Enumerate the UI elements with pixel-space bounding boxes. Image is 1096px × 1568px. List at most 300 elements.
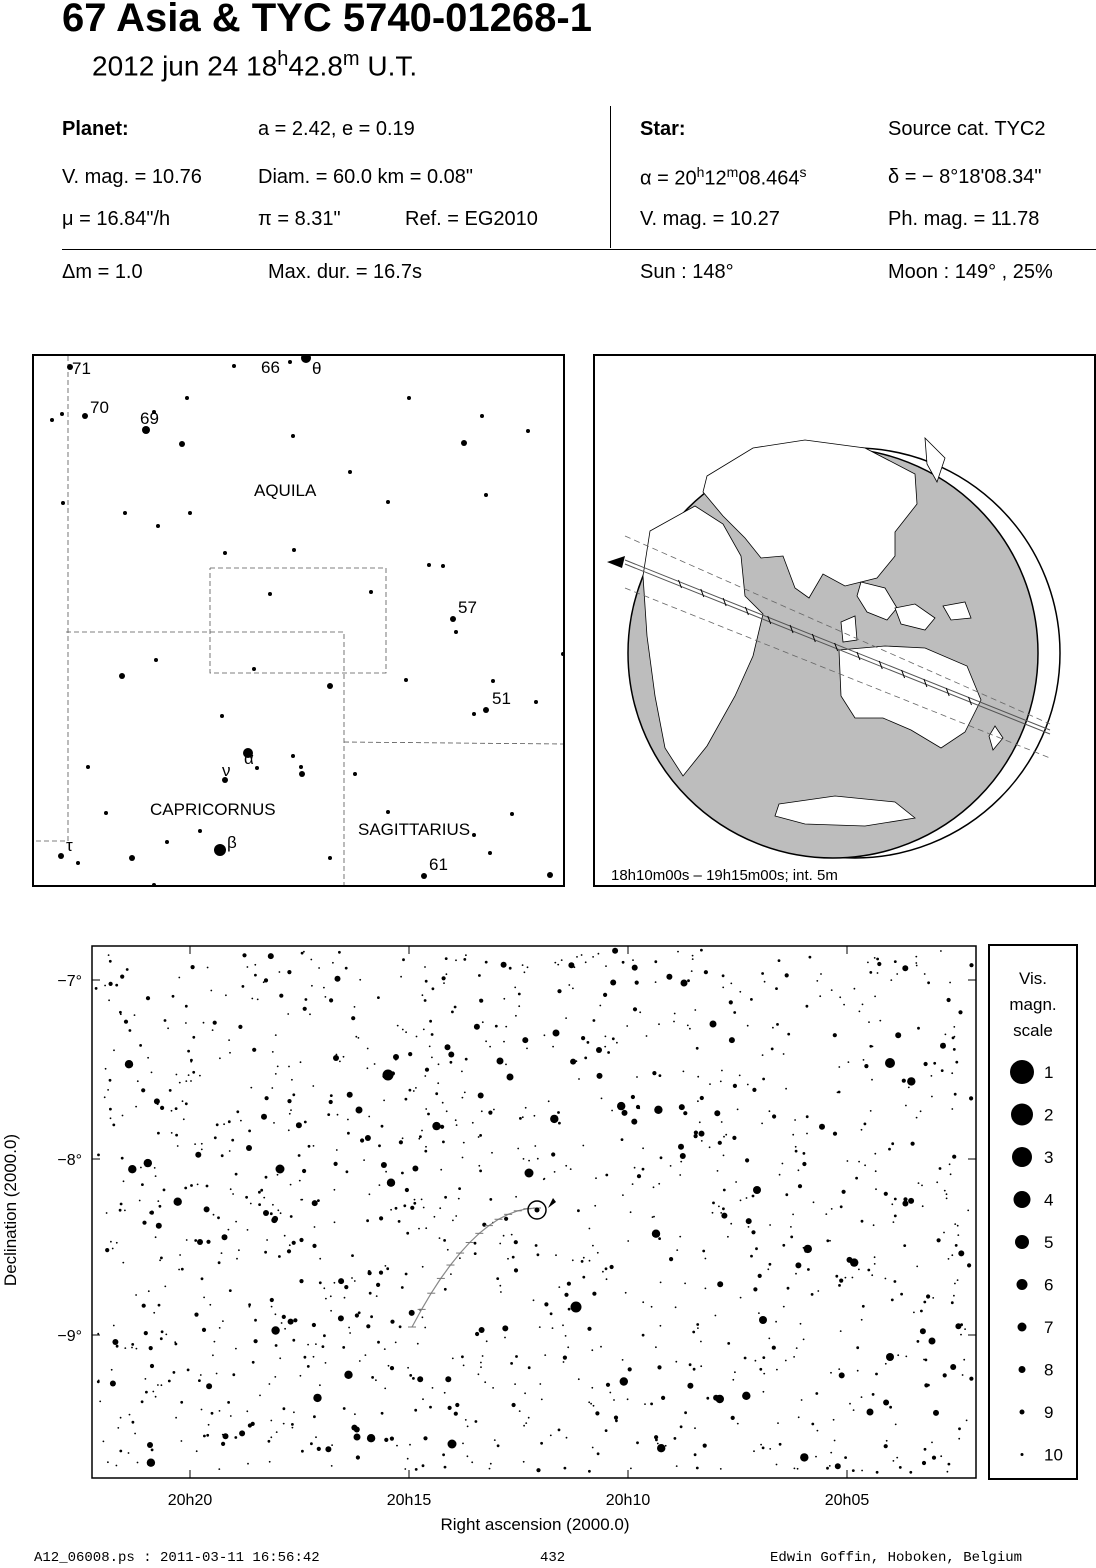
field-star (885, 1278, 887, 1280)
field-star (776, 1369, 778, 1371)
field-star (451, 1011, 454, 1014)
field-star (747, 1084, 749, 1086)
field-star (438, 1063, 440, 1065)
field-star (636, 1441, 639, 1444)
field-star (594, 1205, 596, 1207)
field-star (792, 1214, 794, 1216)
field-star (141, 1400, 144, 1403)
info-separator (62, 249, 1096, 250)
field-star (484, 1381, 486, 1383)
field-star (283, 1407, 286, 1410)
field-star (448, 1406, 452, 1410)
field-star (862, 1004, 864, 1006)
field-star (277, 1209, 279, 1211)
field-star (762, 1078, 765, 1081)
finder-star (386, 810, 390, 814)
field-star (720, 1212, 722, 1214)
field-star (475, 1332, 479, 1336)
field-star (592, 956, 594, 958)
field-star (518, 993, 521, 996)
field-star (761, 972, 764, 975)
field-star (275, 1344, 278, 1347)
field-star (289, 1113, 291, 1115)
field-star (454, 1412, 458, 1416)
field-star (279, 994, 283, 998)
field-star (721, 1213, 727, 1219)
finder-star (301, 356, 311, 363)
plot-frame (92, 946, 976, 1478)
field-star (522, 1116, 524, 1118)
field-star (903, 1244, 906, 1247)
field-star (456, 1124, 458, 1126)
field-star (278, 1255, 281, 1258)
field-star (903, 1197, 907, 1201)
field-star (494, 1439, 496, 1441)
field-star (242, 985, 245, 988)
field-star (493, 1109, 495, 1111)
field-star (683, 1111, 687, 1115)
field-star (750, 998, 753, 1001)
legend-label-1: 1 (1044, 1063, 1054, 1082)
field-star (794, 1468, 796, 1470)
field-star (463, 1142, 465, 1144)
bright-star (497, 1058, 504, 1065)
field-star (196, 1450, 198, 1452)
field-star (787, 1287, 790, 1290)
field-star (425, 1068, 429, 1072)
field-star (229, 1289, 232, 1292)
field-star (232, 1373, 235, 1376)
field-star (471, 1461, 473, 1463)
field-star (275, 1034, 277, 1036)
field-star (792, 1134, 794, 1136)
field-star (511, 1234, 513, 1236)
field-star (147, 1057, 149, 1059)
field-star (415, 1087, 417, 1089)
field-star (329, 1100, 333, 1104)
ra-minute-unit: m (726, 164, 739, 180)
field-star (908, 1087, 910, 1089)
finder-star (223, 551, 227, 555)
legend-dot-9 (1020, 1410, 1025, 1415)
finder-star (450, 616, 456, 622)
field-star (712, 1212, 714, 1214)
field-star (939, 1167, 942, 1170)
finder-star (185, 396, 189, 400)
field-star (201, 1149, 203, 1151)
field-star (480, 1366, 482, 1368)
field-star (116, 1345, 119, 1348)
field-star (406, 1232, 409, 1235)
field-star (852, 1469, 855, 1472)
field-star (509, 967, 512, 970)
field-star (713, 1395, 719, 1401)
field-star (783, 1053, 785, 1055)
field-star (969, 963, 973, 967)
field-star (587, 1327, 591, 1331)
field-star (960, 1323, 963, 1326)
field-star (425, 1227, 427, 1229)
field-star (657, 1444, 665, 1452)
field-star (717, 1170, 719, 1172)
field-star (150, 1211, 154, 1215)
field-star (325, 1362, 327, 1364)
field-star (472, 1122, 474, 1124)
field-star (729, 1037, 735, 1043)
field-star (940, 1043, 946, 1049)
field-star (465, 954, 467, 956)
field-star (674, 1437, 677, 1440)
field-star (292, 1241, 296, 1245)
field-star (269, 1461, 271, 1463)
field-star (351, 1277, 353, 1279)
field-star (268, 953, 274, 959)
field-star (309, 1013, 311, 1015)
field-star (945, 1034, 947, 1036)
field-star (128, 1452, 130, 1454)
field-star (217, 1216, 220, 1219)
field-star (893, 1221, 895, 1223)
legend-dot-4 (1014, 1191, 1031, 1208)
field-star (943, 1373, 947, 1377)
field-star (108, 999, 110, 1001)
field-star (334, 1162, 338, 1166)
field-star (488, 1111, 492, 1115)
field-star (874, 1153, 876, 1155)
field-star (312, 1323, 316, 1327)
field-star (422, 1266, 424, 1268)
field-star (888, 1148, 891, 1151)
field-star (289, 1244, 291, 1246)
field-star (444, 1288, 447, 1291)
field-star (592, 1245, 594, 1247)
field-star (558, 1429, 561, 1432)
field-star (920, 1328, 926, 1334)
field-star (826, 1239, 829, 1242)
field-star (169, 1089, 172, 1092)
field-star (301, 1199, 303, 1201)
field-star (908, 1198, 914, 1204)
field-star (153, 1312, 155, 1314)
legend-dot-5 (1015, 1235, 1029, 1249)
finder-star (483, 707, 489, 713)
finder-star (327, 683, 333, 689)
field-star (107, 1089, 109, 1091)
field-star (920, 1110, 922, 1112)
finder-star (561, 652, 563, 656)
field-star (815, 1456, 817, 1458)
field-star (630, 1211, 632, 1213)
field-star (702, 1250, 705, 1253)
field-star (235, 1348, 237, 1350)
field-star (234, 1436, 237, 1439)
field-star (450, 1273, 452, 1275)
field-star (313, 1356, 315, 1358)
minute-text: 42.8 (288, 50, 343, 82)
field-star (467, 1455, 469, 1457)
field-star (251, 998, 253, 1000)
field-star (867, 1269, 870, 1272)
field-star (432, 1122, 440, 1130)
field-star (122, 1115, 124, 1117)
field-star (590, 1403, 592, 1405)
field-star (439, 1237, 441, 1239)
finder-star (76, 861, 80, 865)
field-star (330, 1094, 333, 1097)
field-star (763, 1373, 765, 1375)
ra-second-unit: s (799, 164, 807, 180)
field-star (293, 1411, 295, 1413)
field-star (132, 1421, 135, 1424)
field-star (270, 1212, 273, 1215)
field-star (459, 1257, 461, 1259)
bright-star (197, 1239, 203, 1245)
field-star (120, 975, 124, 979)
field-star (525, 1107, 527, 1109)
field-star (750, 1255, 753, 1258)
field-star (869, 971, 872, 974)
field-star (606, 1278, 608, 1280)
field-star (533, 1299, 535, 1301)
field-star (518, 1005, 520, 1007)
field-star (601, 1098, 603, 1100)
field-star (915, 956, 917, 958)
field-star (700, 1096, 704, 1100)
field-star (644, 1403, 646, 1405)
field-star (387, 1179, 395, 1187)
field-star (177, 1145, 179, 1147)
field-star (490, 1463, 492, 1465)
field-star (208, 1424, 210, 1426)
field-star (474, 1024, 480, 1030)
field-star (330, 1310, 332, 1312)
field-star (310, 1442, 313, 1445)
field-star (947, 1471, 949, 1473)
finder-star (386, 500, 390, 504)
field-star (298, 1154, 301, 1157)
field-star (679, 1174, 681, 1176)
field-star (323, 987, 325, 989)
field-star (432, 987, 435, 990)
field-star (907, 1077, 915, 1085)
field-star (583, 1257, 585, 1259)
field-star (746, 1197, 748, 1199)
field-star (636, 1105, 640, 1109)
field-star (838, 1368, 840, 1370)
field-star (873, 1224, 875, 1226)
field-star (588, 1470, 591, 1473)
field-star (803, 1152, 806, 1155)
field-star (408, 1052, 412, 1056)
field-star (500, 1291, 502, 1293)
field-star (497, 1444, 500, 1447)
field-star (97, 1154, 100, 1157)
field-star (107, 1461, 109, 1463)
field-star (807, 1268, 810, 1271)
finder-star (427, 563, 431, 567)
field-star (955, 1244, 958, 1247)
field-star (554, 1171, 556, 1173)
field-star (558, 1122, 561, 1125)
field-star (179, 1254, 181, 1256)
star-label-61: 61 (429, 855, 448, 874)
field-star (679, 1104, 685, 1110)
field-star (105, 1248, 109, 1252)
field-star (923, 1301, 926, 1304)
finder-star (214, 844, 226, 856)
ra-prefix: α = 20 (640, 167, 697, 190)
planet-vmag: V. mag. = 10.76 (62, 166, 202, 188)
field-star (915, 962, 917, 964)
field-star (275, 1313, 277, 1315)
field-star (712, 1202, 715, 1205)
planet-reference: Ref. = EG2010 (405, 208, 538, 230)
field-star (660, 1325, 662, 1327)
field-star (259, 1395, 261, 1397)
field-star (150, 1364, 154, 1368)
field-star (292, 1339, 295, 1342)
field-star (861, 1319, 863, 1321)
field-star (592, 1447, 594, 1449)
field-star (185, 1005, 188, 1008)
field-star (478, 1136, 480, 1138)
field-star (291, 1079, 293, 1081)
legend-dot-2 (1011, 1104, 1033, 1126)
field-star (304, 1121, 307, 1124)
field-star (349, 1332, 351, 1334)
field-star (772, 1346, 776, 1350)
field-star (499, 1243, 501, 1245)
field-star (720, 1081, 722, 1083)
field-star (228, 1120, 231, 1123)
field-star (103, 1441, 105, 1443)
field-star (751, 1230, 755, 1234)
field-star (223, 1123, 225, 1125)
field-star (557, 989, 561, 993)
minute-unit: m (342, 48, 360, 70)
field-star (121, 1157, 124, 1160)
field-star (503, 1235, 505, 1237)
field-star (578, 1378, 580, 1380)
field-star (374, 1063, 376, 1065)
field-star (405, 1273, 408, 1276)
field-star (572, 1259, 574, 1261)
field-star (445, 1044, 451, 1050)
field-star (444, 1392, 446, 1394)
field-star (745, 1158, 749, 1162)
field-star (270, 1298, 274, 1302)
field-star (568, 962, 574, 968)
field-star (482, 1021, 484, 1023)
field-star (694, 1009, 696, 1011)
field-star (646, 1035, 648, 1037)
field-star (248, 1130, 251, 1133)
star-heading: Star: (640, 118, 686, 140)
field-star (696, 1047, 699, 1050)
finder-star (60, 412, 64, 416)
field-star (275, 1073, 277, 1075)
field-star (515, 1355, 518, 1358)
field-star (261, 1114, 267, 1120)
field-star (322, 1345, 325, 1348)
field-star (661, 1396, 665, 1400)
star-label-71: 71 (72, 359, 91, 378)
field-star (423, 1207, 425, 1209)
finder-star (491, 679, 495, 683)
bright-star (263, 1210, 269, 1216)
field-star (652, 1071, 656, 1075)
field-star (893, 1460, 895, 1462)
field-star (680, 1425, 683, 1428)
field-star (147, 1459, 155, 1467)
field-star (225, 994, 227, 996)
field-star (491, 1152, 493, 1154)
field-star (796, 1347, 798, 1349)
field-star (247, 966, 249, 968)
field-star (305, 998, 308, 1001)
field-star (230, 1188, 232, 1190)
field-star (201, 1143, 203, 1145)
field-star (723, 1189, 726, 1192)
field-star (861, 1129, 863, 1131)
field-star (405, 1031, 407, 1033)
field-star (864, 1123, 867, 1126)
field-star (254, 964, 256, 966)
field-star (409, 1089, 412, 1092)
field-star (730, 1223, 732, 1225)
finder-star (123, 511, 127, 515)
field-star (369, 1292, 372, 1295)
field-star (379, 1271, 383, 1275)
field-star (642, 1168, 645, 1171)
field-star (607, 1051, 610, 1054)
field-star (315, 1436, 317, 1438)
field-star (414, 1199, 416, 1201)
field-star (909, 1471, 912, 1474)
field-star (875, 1373, 878, 1376)
bright-star (885, 1058, 895, 1068)
field-star (358, 1037, 360, 1039)
field-star (543, 1178, 545, 1180)
field-star (785, 1088, 787, 1090)
field-star (963, 1359, 965, 1361)
field-star (603, 993, 607, 997)
field-star (146, 996, 150, 1000)
field-star (593, 1019, 596, 1022)
field-star (187, 1369, 190, 1372)
field-star (347, 1119, 349, 1121)
field-star (861, 1470, 863, 1472)
field-star (418, 1138, 420, 1140)
field-star (539, 1326, 541, 1328)
field-star (762, 1356, 765, 1359)
field-star (555, 1254, 557, 1256)
field-star (181, 1268, 184, 1271)
field-star (376, 1283, 380, 1287)
field-star (251, 1422, 255, 1426)
field-star (877, 972, 879, 974)
field-star (691, 970, 693, 972)
field-star (156, 1223, 162, 1229)
ra-seconds: 08.464 (738, 167, 800, 190)
field-star (931, 1096, 933, 1098)
field-star (591, 1387, 593, 1389)
field-star (527, 966, 529, 968)
field-star (385, 1265, 387, 1267)
field-star (381, 1162, 387, 1168)
field-star (279, 1357, 281, 1359)
field-star (835, 1275, 838, 1278)
